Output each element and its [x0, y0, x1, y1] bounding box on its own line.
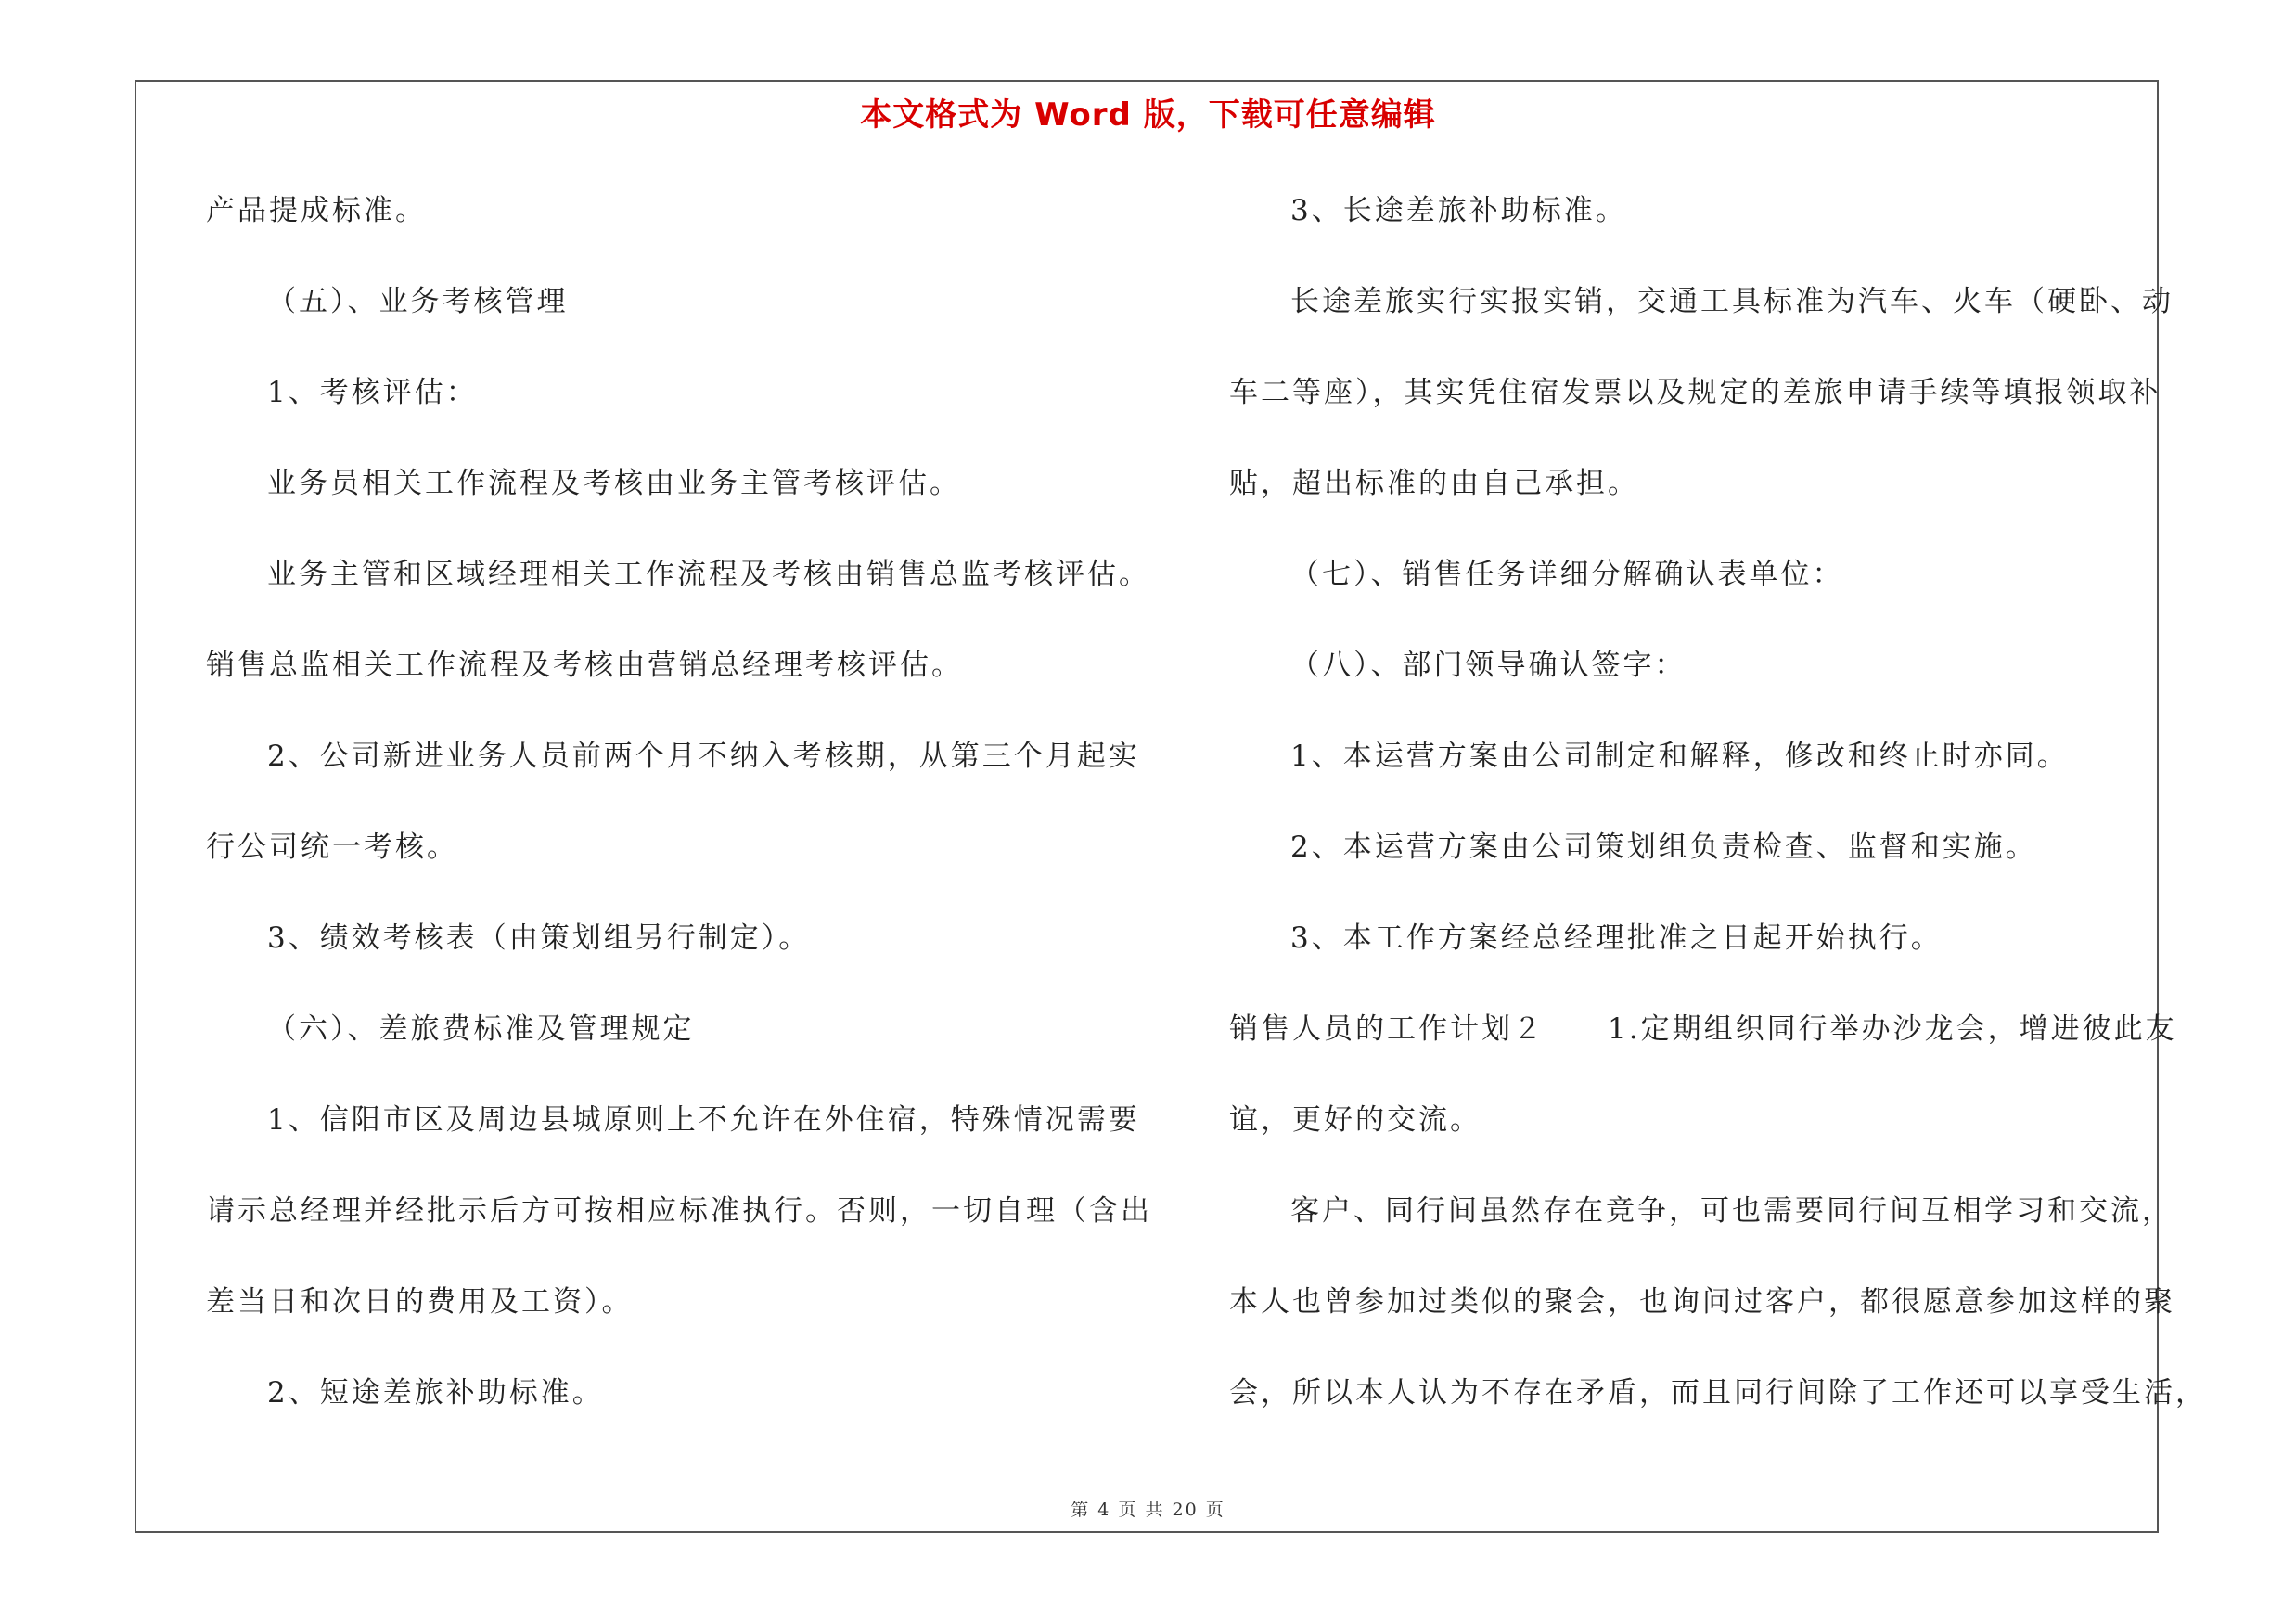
left-column: [206, 186, 1171, 1459]
left-line-14: 2、短途差旅补助标准。: [267, 1376, 604, 1410]
left-line-3: 1、考核评估：: [267, 376, 478, 409]
right-line-14: 会，所以本人认为不存在矛盾，而且同行间除了工作还可以享受生活，: [1229, 1376, 2207, 1410]
right-line-10: 销售人员的工作计划２ 1.定期组织同行举办沙龙会，增进彼此友: [1229, 1012, 2177, 1046]
left-line-12: 请示总经理并经批示后方可按相应标准执行。否则，一切自理（含出: [206, 1194, 1152, 1228]
right-line-12: 客户、同行间虽然存在竞争，可也需要同行间互相学习和交流，: [1290, 1194, 2174, 1228]
right-line-11: 谊，更好的交流。: [1229, 1103, 1481, 1137]
left-line-1: 产品提成标准。: [206, 194, 427, 227]
right-line-7: 1、本运营方案由公司制定和解释，修改和终止时亦同。: [1290, 740, 2069, 773]
right-line-13: 本人也曾参加过类似的聚会，也询问过客户，都很愿意参加这样的聚: [1229, 1285, 2175, 1319]
page-number-footer: 第 4 页 共 20 页: [1071, 1500, 1225, 1520]
left-line-4: 业务员相关工作流程及考核由业务主管考核评估。: [267, 467, 961, 500]
left-line-2: （五）、业务考核管理: [267, 285, 569, 318]
header-banner: 本文格式为 Word 版，下载可任意编辑: [860, 97, 1436, 134]
right-line-9: 3、本工作方案经总经理批准之日起开始执行。: [1290, 921, 1943, 955]
right-line-3: 车二等座），其实凭住宿发票以及规定的差旅申请手续等填报领取补: [1229, 376, 2161, 409]
right-line-8: 2、本运营方案由公司策划组负责检查、监督和实施。: [1290, 831, 2037, 864]
left-line-8: 行公司统一考核。: [206, 831, 458, 864]
right-line-2: 长途差旅实行实报实销，交通工具标准为汽车、火车（硬卧、动: [1290, 285, 2174, 318]
right-line-4: 贴，超出标准的由自己承担。: [1229, 467, 1639, 500]
right-line-1: 3、长途差旅补助标准。: [1290, 194, 1627, 227]
right-line-5: （七）、销售任务详细分解确认表单位：: [1290, 558, 1844, 591]
left-line-11: 1、信阳市区及周边县城原则上不允许在外住宿，特殊情况需要: [267, 1103, 1140, 1137]
left-line-9: 3、绩效考核表（由策划组另行制定）。: [267, 921, 811, 955]
left-line-6: 销售总监相关工作流程及考核由营销总经理考核评估。: [206, 649, 963, 682]
left-line-10: （六）、差旅费标准及管理规定: [267, 1012, 695, 1046]
left-line-13: 差当日和次日的费用及工资）。: [206, 1285, 634, 1319]
right-line-6: （八）、部门领导确认签字：: [1290, 649, 1687, 682]
left-line-5: 业务主管和区域经理相关工作流程及考核由销售总监考核评估。: [267, 558, 1150, 591]
right-column: [1229, 186, 2207, 1459]
left-line-7: 2、公司新进业务人员前两个月不纳入考核期，从第三个月起实: [267, 740, 1140, 773]
